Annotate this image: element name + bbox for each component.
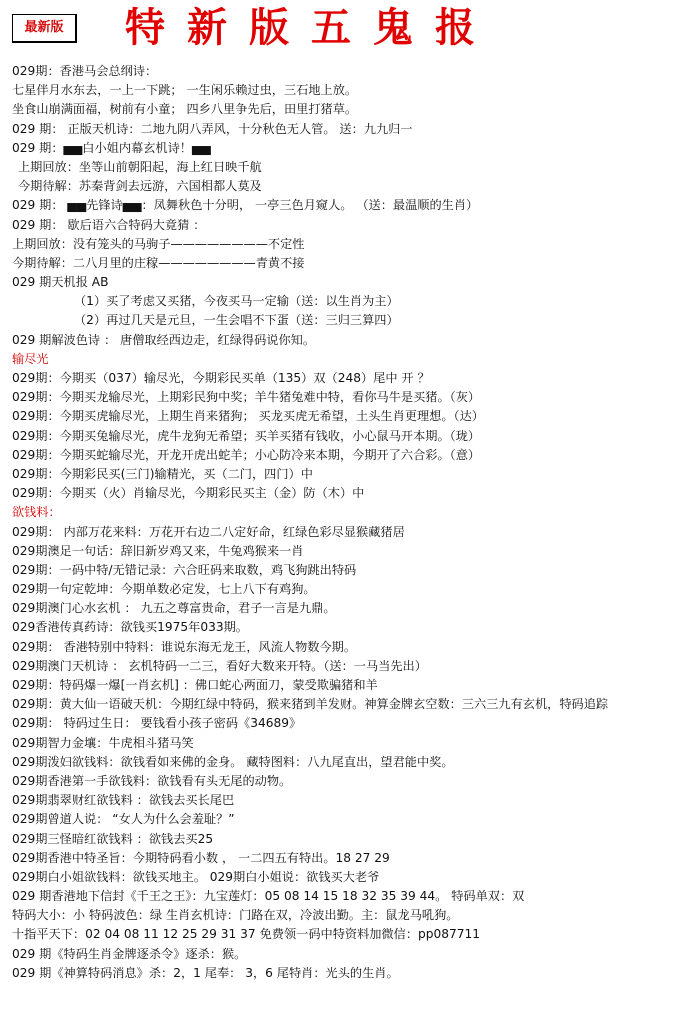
content-lines (12, 62, 684, 983)
text-line: 029 期天机报 AB (12, 275, 109, 290)
text-line: 029期：今期买蛇输尽光，开龙开虎出蛇羊；小心防冷来本期，今期开了六合彩。（意） (12, 447, 481, 462)
text-line: 029期：今期买（火）肖输尽光，今期彩民买主（金）防（木）中 (12, 486, 365, 501)
text-line: 029 期香港地下信封《千王之王》：九宝莲灯：05 08 14 15 18 32 35 39 44。 特码单双：双 (12, 889, 525, 904)
text-line: 029 期解波色诗 ： 唐僧取经西边走，红绿得码说你知。 (12, 332, 316, 347)
header (0, 0, 690, 60)
text-line: 029期一句定乾坤：今期单数必定发，七上八下有鸡狗。 (12, 582, 316, 597)
text-line: 029期：特码爆一爆[一肖玄机] ：佛口蛇心两面刀，蒙受欺骗猪和羊 (12, 678, 378, 692)
text-line: 029期：一码中特/无错记录：六合旺码来取数，鸡飞狗跳出特码 (12, 562, 357, 577)
text-line: 029 期《神算特码消息》杀：2，1 尾奉： 3，6 尾特肖：光头的生肖。 (12, 965, 399, 980)
text-line: 七星伴月水东去，一上一下跳； 一生闲乐赖过虫，三石地上放。 (12, 83, 358, 98)
text-line: 029 期：▅▅白小姐内幕玄机诗！▅▅ (12, 140, 211, 155)
text-line: 029期：今期买龙输尽光，上期彩民狗中奖；羊牛猪兔难中特，看你马牛是买猪。（灰） (12, 390, 481, 405)
text-line: 029期： 特码过生日： 要钱看小孩子密码《34689》 (12, 716, 302, 731)
text-line: 029期翡翠财红欲钱料 ：欲钱去买长尾巴 (12, 793, 235, 808)
text-line: 029期三怪暗红欲钱料 ：欲钱去买25 (12, 831, 214, 846)
text-line: 029期：今期彩民买(三门)输精光，买（二门，四门）中 (12, 466, 313, 481)
text-line: 上期回放：没有笼头的马驹子————————不定性 (12, 236, 305, 251)
text-line: 特码大小：小 特码波色：绿 生肖玄机诗：门路在双，冷波出勤。主：鼠龙马吼狗。 (12, 908, 459, 923)
text-line: 029期泼妇欲钱料：欲钱看如来佛的金身。 藏特图料：八九尾直出，望君能中奖。 (12, 754, 454, 769)
text-line: 029期：今期买（037）输尽光，今期彩民买单（135）双（248）尾中 开 ？ (12, 371, 430, 385)
text-line: 029期：今期买兔输尽光，虎牛龙狗无希望；买羊买猪有钱收，小心鼠马开本期。（珑） (12, 428, 481, 443)
section-heading: 输尽光 (12, 351, 49, 366)
text-line: 029期澳门心水玄机 ： 九五之尊富贵命，君子一言是九鼎。 (12, 601, 336, 616)
text-line: 029 期： ▅▅先锋诗▅▅：凤舞秋色十分明， 一亭三色月窥人。 （送：最温顺的生肖） (12, 198, 479, 213)
text-line: 029期智力金壤：牛虎相斗猪马笑 (12, 735, 194, 750)
text-line: 029期白小姐欲钱料：欲钱买地主。 029期白小姐说：欲钱买大老爷 (12, 869, 380, 884)
text-line: 今期待解：二八月里的庄稼————————青黄不接 (12, 255, 305, 270)
text-line: 今期待解：苏秦背剑去远游，六国相都人莫及 (18, 179, 262, 194)
latest-edition-badge: 最新版 (12, 14, 77, 43)
text-line: 029 期： 歇后语六合特码大竟猜 ： (12, 217, 206, 232)
text-line: 029期：香港马会总纲诗： (12, 64, 158, 78)
text-line: 坐食山崩满面福，树前有小童； 四乡八里争先后，田里打猪草。 (12, 102, 358, 117)
text-line: 029 期《特码生肖金牌逐杀令》逐杀：猴。 (12, 946, 247, 961)
text-line: 029香港传真药诗：欲钱买1975年033期。 (12, 620, 248, 635)
text-line: 029期曾道人说： “女人为什么会羞耻？” (12, 812, 235, 827)
text-line: 029期香港第一手欲钱料：欲钱看有头无尾的动物。 (12, 773, 292, 788)
text-line: 029期： 香港特别中特料：谁说东海无龙王，风流人物数今期。 (12, 639, 357, 654)
text-line: （2）再过几天是元旦，一生会唱不下蛋（送：三归三算四） (74, 313, 399, 328)
text-line: 上期回放：坐等山前朝阳起，海上红日映千航 (18, 159, 262, 174)
text-line: 十指平天下：02 04 08 11 12 25 29 31 37 免费领一码中特资料加微信：pp087711 (12, 927, 480, 942)
text-line: 029期： 内部万花来料：万花开右边二八定好命，红绿色彩尽显猴藏猪居 (12, 524, 405, 539)
text-line: 029期澳门天机诗 ： 玄机特码一二三，看好大数来开特。（送：一马当先出） (12, 658, 427, 673)
page-title: 特新版五鬼报 (125, 4, 497, 51)
text-line: 029期：黄大仙一语破天机：今期红绿中特码，猴来猪到羊发财。神算金牌玄空数：三六三九有玄机，特码追踪 (12, 697, 609, 712)
text-line: 029 期： 正版天机诗：二地九阴八弄风，十分秋色无人管。 送：九九归一 (12, 121, 413, 136)
text-line: 029期：今期买虎输尽光，上期生肖来猪狗； 买龙买虎无希望，土头生肖更理想。（达） (12, 409, 484, 424)
text-line: 029期澳足一句话：辞旧新岁鸡又来，牛兔鸡猴来一肖 (12, 543, 304, 558)
section-heading: 欲钱料： (12, 505, 61, 520)
text-line: 029期香港中特圣旨：今期特码看小数 ， 一二四五有特出。18 27 29 (12, 850, 390, 865)
text-line: （1）买了考虑又买猪，今夜买马一定输（送：以生肖为主） (74, 294, 399, 309)
